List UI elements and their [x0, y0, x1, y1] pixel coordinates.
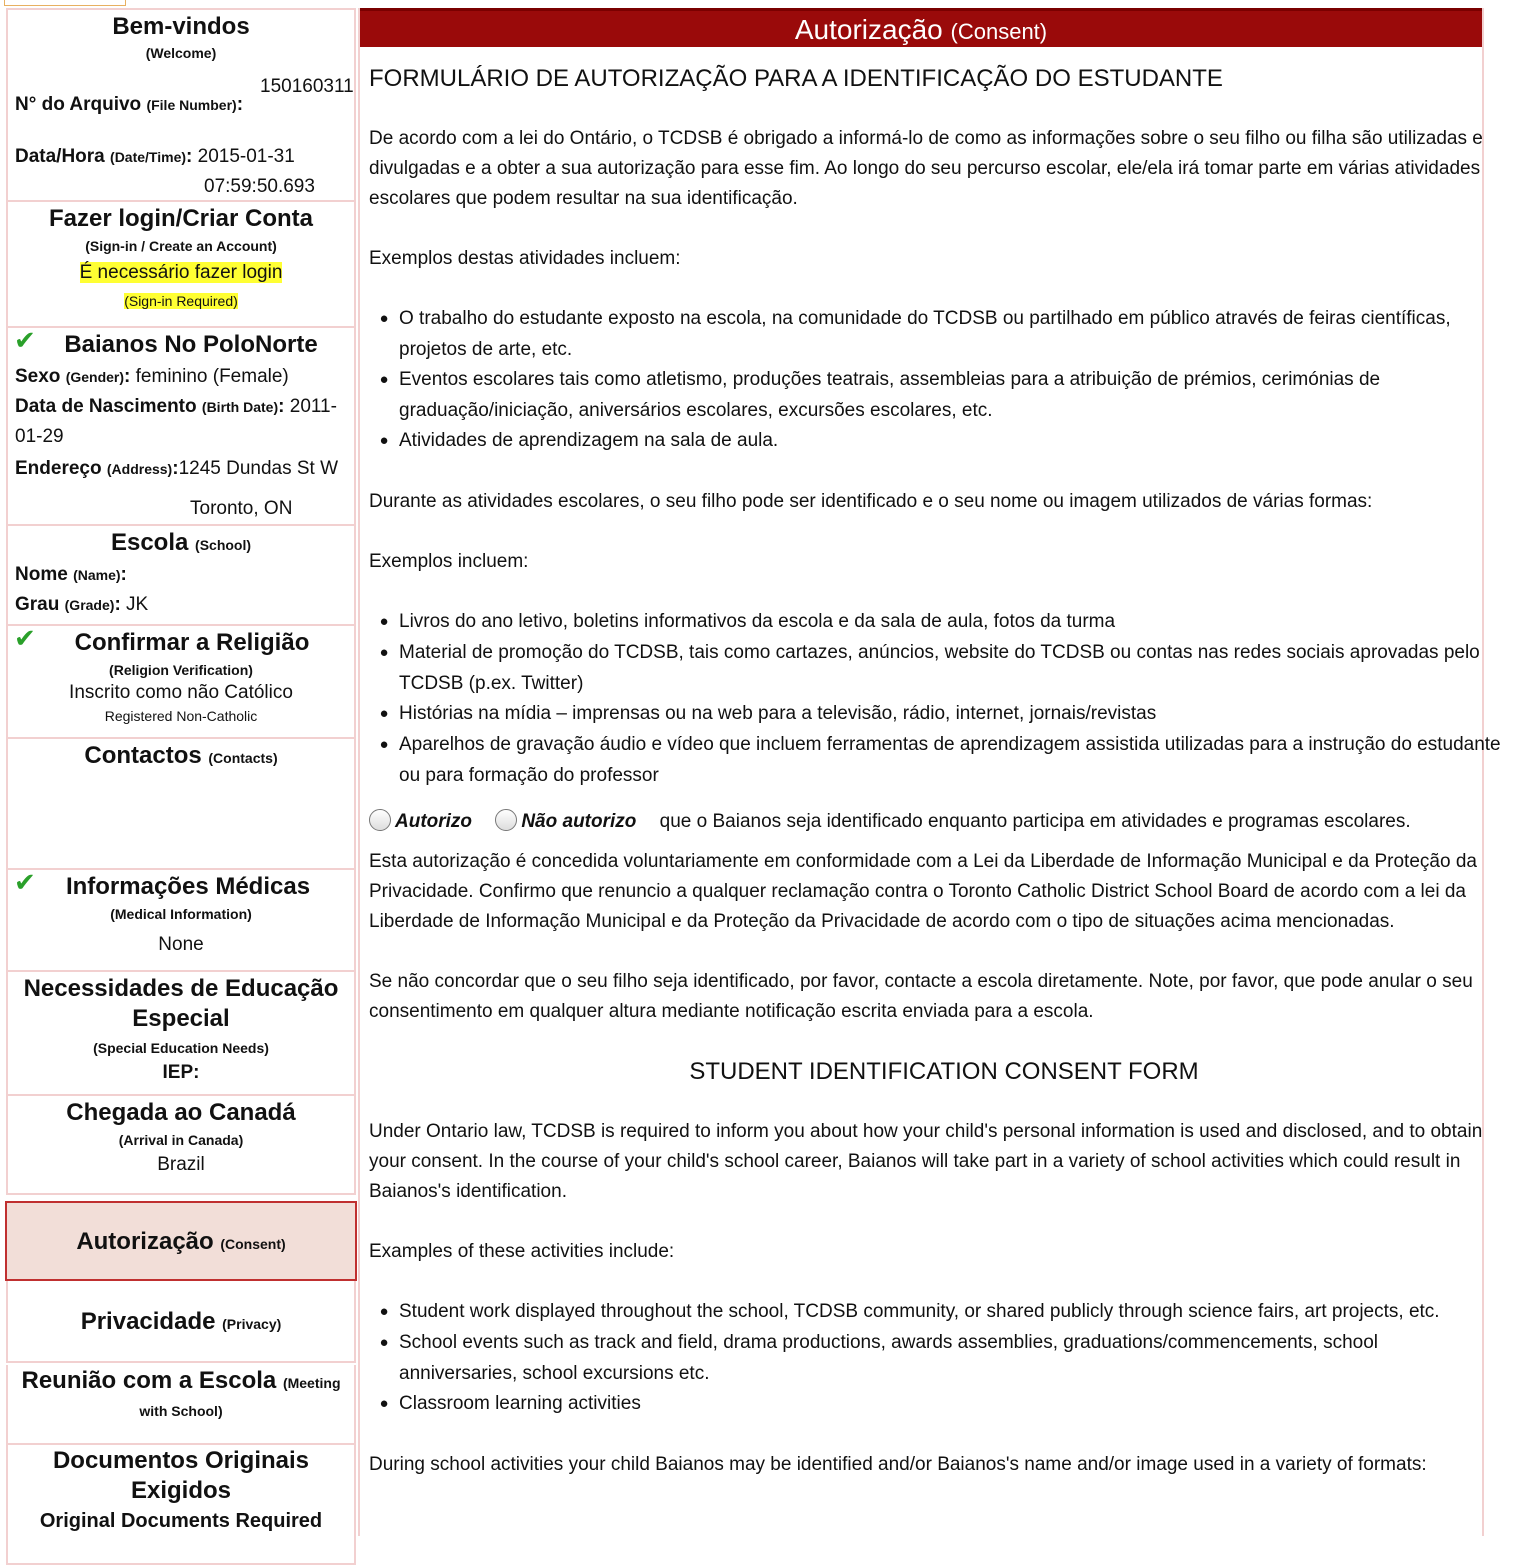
- medical-value: None: [158, 934, 204, 955]
- birth-value-cont: 01-29: [15, 426, 64, 447]
- gender-row: Sexo (Gender): feminino (Female): [15, 366, 289, 387]
- list-item-text: Eventos escolares tais como atletismo, produções teatrais, assembleias para a atribuição de prémios, cerimónias de: [399, 369, 1381, 390]
- consent-banner: [360, 8, 1482, 47]
- main-panel: [358, 8, 1501, 1536]
- school-name-label-en: (Name): [73, 567, 121, 583]
- birth-label-en: (Birth Date): [201, 399, 279, 415]
- sidebar: [6, 8, 356, 1565]
- en-form-title: STUDENT IDENTIFICATION CONSENT FORM: [689, 1058, 1199, 1085]
- list-item-text: Histórias na mídia – imprensas ou na web para a televisão, rádio, internet, jornais/revistas: [399, 703, 1157, 724]
- address-label: Endereço: [15, 458, 102, 479]
- pt-intro-line1: De acordo com a lei do Ontário, o TCDSB é obrigado a informá-lo de como as informações sobre o seu filho ou filha são utilizadas e: [369, 128, 1483, 149]
- religion-value: Inscrito como não Católico: [69, 682, 293, 703]
- arrival-subtitle: (Arrival in Canada): [118, 1132, 244, 1148]
- medical-panel[interactable]: [6, 867, 356, 972]
- special-ed-title-line2: Especial: [132, 1005, 230, 1032]
- school-name-row: Nome (Name):: [15, 564, 127, 585]
- datetime-label: Data/Hora: [15, 146, 105, 167]
- documents-subtitle: Original Documents Required: [39, 1510, 323, 1532]
- en-intro-line3: Baianos's identification.: [369, 1181, 567, 1202]
- list-item: ● Livros do ano letivo, boletins informativos da escola e da sala de aula, fotos da turma: [379, 611, 1116, 632]
- address-row: Endereço (Address):1245 Dundas St W: [15, 458, 339, 479]
- student-name: Baianos No PoloNorte: [64, 331, 318, 358]
- list-item: ● Student work displayed throughout the school, TCDSB community, or shared publicly through science fairs, art projects, etc.: [379, 1301, 1440, 1322]
- pt-voluntary-line1: Esta autorização é concedida voluntariamente em conformidade com a Lei da Liberdade de Informação Municipal e da Proteção da: [369, 851, 1477, 872]
- school-title-en: (School): [195, 537, 252, 553]
- contacts-panel[interactable]: [6, 739, 356, 870]
- list-item: ● Classroom learning activities: [379, 1393, 641, 1414]
- list-item-text: Livros do ano letivo, boletins informativos da escola e da sala de aula, fotos da turma: [399, 611, 1116, 632]
- list-item-text-cont: ou para formação do professor: [399, 765, 659, 786]
- pt-intro-line3: escolares que podem resultar na sua identificação.: [369, 188, 798, 209]
- school-title: Escola: [110, 529, 189, 556]
- iep-label: IEP:: [162, 1062, 200, 1083]
- banner-title-en: (Consent): [950, 19, 1048, 44]
- top-tab-stub: [4, 0, 126, 6]
- pt-formats-list: [369, 607, 1524, 791]
- list-item-text: Aparelhos de gravação áudio e vídeo que incluem ferramentas de aprendizagem assistida utilizadas para a instrução do estudante: [399, 734, 1501, 755]
- not-authorize-radio[interactable]: [495, 809, 517, 831]
- meeting-title[interactable]: Reunião com a Escola: [21, 1367, 277, 1394]
- address-line1: 1245 Dundas St W: [178, 458, 339, 479]
- datetime-time: 07:59:50.693: [204, 176, 315, 197]
- documents-title-line1: Documentos Originais: [52, 1447, 310, 1474]
- gender-value: feminino (Female): [135, 366, 289, 387]
- en-intro-line1: Under Ontario law, TCDSB is required to inform you about how your child's personal information is used and disclosed, and to obtain: [369, 1121, 1483, 1142]
- consent-radio-text: que o Baianos seja identificado enquanto participa em atividades e programas escolares.: [659, 811, 1411, 832]
- check-icon: ✔: [14, 623, 36, 653]
- banner-title: Autorização: [794, 14, 943, 45]
- en-activities-list: [369, 1297, 1524, 1420]
- file-number-label-en: (File Number): [146, 97, 237, 113]
- student-panel: [6, 325, 356, 526]
- grade-value: JK: [126, 594, 149, 615]
- contacts-title[interactable]: Contactos: [84, 742, 202, 769]
- list-item-text-cont: TCDSB (p.ex. Twitter): [399, 673, 584, 694]
- documents-title-line2: Exigidos: [130, 1477, 232, 1504]
- grade-row: Grau (Grade): JK: [15, 594, 149, 615]
- check-icon: ✔: [14, 325, 36, 355]
- list-item-text: School events such as track and field, drama productions, awards assemblies, graduations/commencements, school: [399, 1332, 1378, 1353]
- login-title[interactable]: Fazer login/Criar Conta: [48, 205, 314, 232]
- privacy-title-en: (Privacy): [222, 1316, 282, 1332]
- file-number-value: 150160311: [260, 76, 354, 97]
- en-intro-line2: your consent. In the course of your child's school career, Baianos will take part in a variety of school activities which could result in: [369, 1151, 1461, 1172]
- grade-label-en: (Grade): [64, 597, 115, 613]
- login-subtitle: (Sign-in / Create an Account): [85, 238, 277, 254]
- list-item: ● Material de promoção do TCDSB, tais como cartazes, anúncios, website do TCDSB ou contas nas redes sociais aprovadas pelo TCDSB (p.ex. Twitter): [379, 642, 1480, 694]
- special-ed-subtitle: (Special Education Needs): [93, 1040, 269, 1056]
- contacts-title-en: (Contacts): [208, 750, 278, 766]
- welcome-panel: [6, 8, 356, 202]
- list-item-text: Student work displayed throughout the school, TCDSB community, or shared publicly through science fairs, art projects, etc.: [399, 1301, 1440, 1322]
- school-panel: [6, 526, 356, 626]
- pt-form-title: FORMULÁRIO DE AUTORIZAÇÃO PARA A IDENTIFICAÇÃO DO ESTUDANTE: [369, 65, 1223, 92]
- privacy-title[interactable]: Privacidade: [80, 1308, 216, 1335]
- check-icon: ✔: [14, 867, 36, 897]
- medical-title[interactable]: Informações Médicas: [65, 873, 311, 900]
- pt-examples-activities: Exemplos destas atividades incluem:: [369, 248, 681, 269]
- list-item: ● O trabalho do estudante exposto na escola, na comunidade do TCDSB ou partilhado em público através de feiras científicas, projetos de arte, etc.: [379, 308, 1451, 360]
- meeting-title-en-cont: with School): [139, 1403, 223, 1419]
- en-during: During school activities your child Baianos may be identified and/or Baianos's name and/or image used in a variety of formats:: [369, 1454, 1427, 1475]
- list-item: ● Atividades de aprendizagem na sala de aula.: [379, 430, 779, 451]
- list-item-text-cont: anniversaries, school excursions etc.: [399, 1363, 710, 1384]
- consent-nav-item[interactable]: [5, 1201, 357, 1281]
- list-item: ● Aparelhos de gravação áudio e vídeo que incluem ferramentas de aprendizagem assistida utilizadas para a instrução do estudante ou para formação do professor: [379, 734, 1501, 786]
- consent-nav-title[interactable]: Autorização: [76, 1228, 214, 1255]
- meeting-title-en: (Meeting: [282, 1375, 341, 1391]
- list-item: ● Eventos escolares tais como atletismo, produções teatrais, assembleias para a atribuição de prémios, cerimónias de graduação/iniciação, aniversários escolares, excursões escolares, etc.: [379, 369, 1381, 421]
- special-ed-panel[interactable]: [6, 972, 356, 1096]
- religion-subtitle: (Religion Verification): [109, 662, 253, 678]
- documents-panel[interactable]: [6, 1445, 356, 1565]
- documents-title[interactable]: [8, 1445, 354, 1506]
- pt-activities-list: [369, 304, 1524, 457]
- pt-voluntary-line2: Privacidade. Confirmo que renuncio a qualquer reclamação contra o Toronto Catholic District School Board de acordo com a lei da: [369, 881, 1466, 902]
- list-item-text: O trabalho do estudante exposto na escola, na comunidade do TCDSB ou partilhado em público através de feiras científicas,: [399, 308, 1451, 329]
- arrival-title[interactable]: Chegada ao Canadá: [66, 1099, 296, 1126]
- school-name-label: Nome: [15, 564, 68, 585]
- list-item-text: Atividades de aprendizagem na sala de aula.: [399, 430, 779, 451]
- gender-label-en: (Gender): [65, 369, 125, 385]
- authorize-label[interactable]: Autorizo: [395, 811, 473, 832]
- file-number-label: N° do Arquivo: [15, 94, 142, 115]
- login-panel[interactable]: [6, 202, 356, 328]
- privacy-panel[interactable]: [6, 1281, 356, 1363]
- address-line2: Toronto, ON: [190, 498, 293, 519]
- pt-voluntary-line3: Liberdade de Informação Municipal e da Proteção da Privacidade de acordo com o tipo de situações acima mencionadas.: [369, 911, 1395, 932]
- login-required-text: É necessário fazer login: [79, 262, 283, 283]
- address-label-en: (Address): [106, 461, 173, 477]
- pt-during: Durante as atividades escolares, o seu filho pode ser identificado e o seu nome ou imagem utilizados de várias formas:: [369, 491, 1373, 512]
- special-ed-title[interactable]: [8, 972, 354, 1034]
- file-number-row: N° do Arquivo (File Number):: [15, 94, 244, 115]
- religion-value-en: Registered Non-Catholic: [104, 708, 258, 724]
- consent-form: [369, 64, 1524, 1480]
- special-ed-title-line1: Necessidades de Educação: [23, 975, 339, 1002]
- login-required-en: (Sign-in Required): [124, 293, 238, 309]
- en-examples-activities: Examples of these activities include:: [369, 1241, 675, 1262]
- pt-disagree-line2: consentimento em qualquer altura mediante notificação escrita enviada para a escola.: [369, 1001, 1094, 1022]
- list-item-text-cont: graduação/iniciação, aniversários escolares, excursões escolares, etc.: [399, 400, 993, 421]
- arrival-value: Brazil: [157, 1154, 205, 1175]
- datetime-label-en: (Date/Time): [110, 149, 187, 165]
- religion-panel[interactable]: [6, 623, 356, 739]
- consent-nav-title-en: (Consent): [220, 1236, 286, 1252]
- pt-examples: Exemplos incluem:: [369, 551, 529, 572]
- arrival-panel[interactable]: [6, 1096, 356, 1195]
- pt-disagree-line1: Se não concordar que o seu filho seja identificado, por favor, contacte a escola diretamente. Note, por favor, que pode anular o seu: [369, 971, 1473, 992]
- gender-label: Sexo: [15, 366, 61, 387]
- datetime-row: Data/Hora (Date/Time): 2015-01-31: [15, 146, 295, 167]
- birth-row: Data de Nascimento (Birth Date): 2011- 01-29: [15, 396, 337, 447]
- birth-value: 2011-: [289, 396, 337, 417]
- not-authorize-label[interactable]: Não autorizo: [521, 811, 637, 832]
- medical-subtitle: (Medical Information): [110, 906, 252, 922]
- birth-label: Data de Nascimento: [15, 396, 197, 417]
- list-item: ● Histórias na mídia – imprensas ou na web para a televisão, rádio, internet, jornais/revistas: [379, 703, 1157, 724]
- list-item-text: Classroom learning activities: [399, 1393, 641, 1414]
- list-item: ● School events such as track and field, drama productions, awards assemblies, graduations/commencements, school anniversaries, school excursions etc.: [379, 1332, 1378, 1384]
- welcome-subtitle: (Welcome): [145, 45, 217, 61]
- consent-radio-group: [369, 807, 1524, 837]
- pt-intro-line2: divulgadas e a obter a sua autorização para esse fim. Ao longo do seu percurso escolar, ele/ela irá tomar parte em várias atividades: [369, 158, 1481, 179]
- welcome-title: Bem-vindos: [112, 13, 250, 40]
- grade-label: Grau: [15, 594, 60, 615]
- datetime-date: 2015-01-31: [197, 146, 295, 167]
- meeting-panel[interactable]: [6, 1365, 356, 1445]
- list-item-text-cont: projetos de arte, etc.: [399, 339, 573, 360]
- authorize-radio[interactable]: [369, 809, 391, 831]
- religion-title[interactable]: Confirmar a Religião: [74, 629, 310, 656]
- list-item-text: Material de promoção do TCDSB, tais como cartazes, anúncios, website do TCDSB ou contas nas redes sociais aprovadas pelo: [399, 642, 1480, 663]
